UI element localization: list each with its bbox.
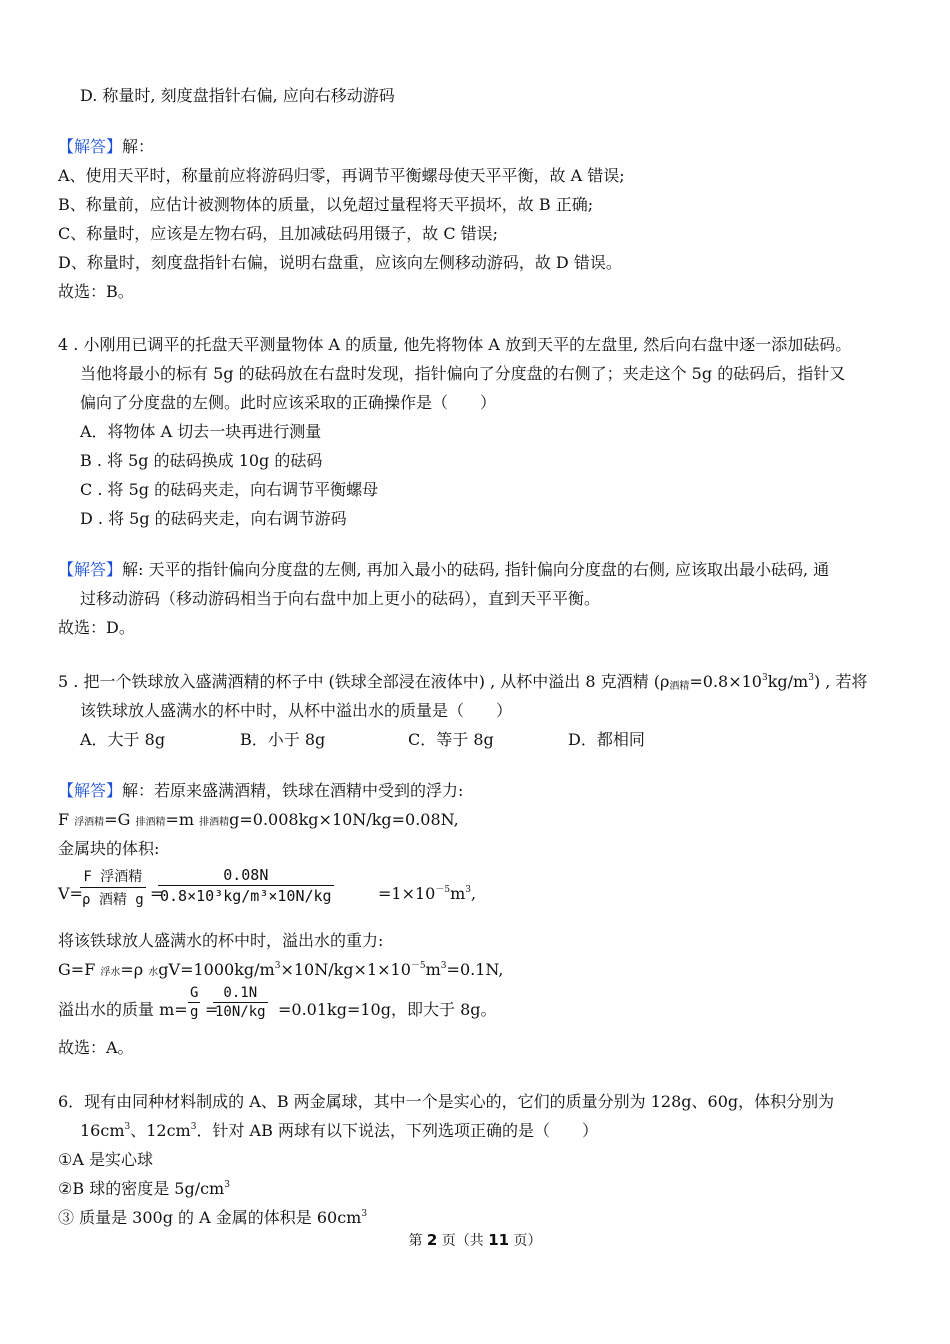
q3-answer-d: D、称量时，刻度盘指针右偏，说明右盘重，应该向左侧移动游码，故 D 错误。 bbox=[58, 253, 622, 272]
q5-mass-pre: 溢出水的质量 m= bbox=[58, 1000, 188, 1019]
m-sub: 排酒精 bbox=[199, 817, 230, 828]
g-symbol: =G bbox=[104, 810, 136, 829]
q5-mass-post: =0.01kg=10g，即大于 8g。 bbox=[278, 1000, 497, 1019]
q4-option-a: A．将物体 A 切去一块再进行测量 bbox=[80, 422, 322, 441]
g-sub2: 水 bbox=[148, 967, 159, 978]
m-symbol: =m bbox=[165, 810, 200, 829]
fraction-bar bbox=[158, 885, 334, 886]
footer-mid: 页（共 bbox=[437, 1233, 489, 1249]
q4-question-line1: 4 . 小刚用已调平的托盘天平测量物体 A 的质量, 他先将物体 A 放到天平的左盘里, 然后向右盘中逐一添加砝码。 bbox=[58, 335, 852, 354]
fraction-denominator: 0.8×10³kg/m³×10N/kg bbox=[160, 887, 332, 905]
footer-post: 页） bbox=[509, 1233, 542, 1249]
f-symbol: F bbox=[58, 810, 75, 829]
footer-total-pages: 11 bbox=[488, 1231, 510, 1249]
q6-question-rest: ．针对 AB 两球有以下说法，下列选项正确的是（ ） bbox=[196, 1121, 598, 1140]
q5-v-eq2: = bbox=[150, 884, 164, 903]
q5-exp2: 3 bbox=[808, 673, 814, 683]
q5-option-d: D．都相同 bbox=[568, 730, 645, 749]
g-mid: gV=1000kg/m bbox=[158, 960, 275, 979]
fraction-numerator: F 浮酒精 bbox=[83, 869, 143, 885]
footer-page-number: 2 bbox=[426, 1231, 438, 1249]
g-sub: 排酒精 bbox=[135, 817, 166, 828]
q5-mass-fraction1 bbox=[188, 985, 200, 1020]
answer-tag: 【解答】 bbox=[58, 781, 123, 800]
q5-water-label: 将该铁球放人盛满水的杯中时，溢出水的重力: bbox=[58, 931, 384, 950]
q6-statement-1: ①A 是实心球 bbox=[58, 1150, 153, 1169]
q5-question-line2: 该铁球放人盛满水的杯中时，从杯中溢出水的质量是（ ） bbox=[80, 701, 513, 720]
q5-option-b: B．小于 8g bbox=[240, 730, 326, 749]
v-result-unit-exp: 3 bbox=[465, 885, 471, 895]
q6-question-line1: 6．现有由同种材料制成的 A、B 两金属球，其中一个是实心的，它们的质量分别为 128g、60g，体积分别为 bbox=[58, 1092, 835, 1111]
f-result: g=0.008kg×10N/kg=0.08N, bbox=[229, 810, 459, 829]
answer-text: 解：若原来盛满酒精，铁球在酒精中受到的浮力: bbox=[122, 781, 464, 800]
q6-question-line2 bbox=[80, 1121, 598, 1144]
q3-answer-header bbox=[58, 137, 154, 157]
fraction-denominator: 10N/kg bbox=[215, 1004, 266, 1020]
q5-v-fraction2 bbox=[158, 866, 334, 905]
fraction-numerator: 0.1N bbox=[223, 985, 258, 1001]
g-unit: m bbox=[425, 960, 441, 979]
q4-choice: 故选：D。 bbox=[58, 618, 135, 637]
q6-exp-b: 3 bbox=[190, 1122, 197, 1132]
q5-text-post: ) , 若将 bbox=[813, 672, 868, 691]
q5-exp: 3 bbox=[761, 673, 768, 683]
g-exp2: －5 bbox=[410, 961, 426, 971]
q4-question-line3: 偏向了分度盘的左侧。此时应该采取的正确操作是（ ） bbox=[80, 393, 497, 412]
fraction-bar bbox=[188, 1002, 200, 1003]
fraction-denominator: ρ 酒精 g bbox=[82, 892, 144, 908]
q5-rho-sub: 酒精 bbox=[669, 681, 690, 692]
q6-exp-a: 3 bbox=[124, 1122, 131, 1132]
g-exp3: 3 bbox=[440, 961, 447, 971]
q5-option-c: C．等于 8g bbox=[408, 730, 494, 749]
q6-statement-3 bbox=[58, 1208, 367, 1231]
q5-option-a: A．大于 8g bbox=[80, 730, 166, 749]
q3-answer-b: B、称量前，应估计被测物体的质量，以免超过量程将天平损坏，故 B 正确; bbox=[58, 195, 594, 214]
q6-s3-exp: 3 bbox=[361, 1209, 368, 1219]
q5-mass-eq: = bbox=[205, 1000, 219, 1019]
g-mid2: ×10N/kg×1×10 bbox=[280, 960, 411, 979]
fraction-bar bbox=[80, 887, 146, 888]
g-rho: =ρ bbox=[120, 960, 149, 979]
q3-choice: 故选：B。 bbox=[58, 282, 134, 301]
q4-question-line2: 当他将最小的标有 5g 的砝码放在右盘时发现，指针偏向了分度盘的右侧了；夹走这个 5g 的砝码后，指针又 bbox=[80, 364, 846, 383]
q3-answer-a: A、使用天平时，称量前应将游码归零，再调节平衡螺母使天平平衡，故 A 错误; bbox=[58, 166, 625, 185]
q3-answer-c: C、称量时，应该是左物右码，且加减砝码用镊子，故 C 错误; bbox=[58, 224, 499, 243]
answer-lead: 解： bbox=[122, 137, 155, 156]
q6-statement-2 bbox=[58, 1179, 230, 1202]
footer-pre: 第 bbox=[408, 1233, 427, 1249]
q5-unit: kg/m bbox=[767, 672, 809, 691]
q5-v-fraction1 bbox=[80, 866, 146, 909]
q5-v-eq: V= bbox=[58, 884, 83, 903]
page-footer bbox=[0, 1230, 950, 1250]
v-result-unit: m bbox=[450, 884, 466, 903]
answer-tag: 【解答】 bbox=[58, 137, 123, 156]
f-sub: 浮酒精 bbox=[74, 817, 105, 828]
fraction-denominator: g bbox=[190, 1004, 199, 1020]
q5-answer-header bbox=[58, 781, 463, 801]
q5-question-line1 bbox=[58, 672, 867, 695]
v-result-post: , bbox=[471, 884, 477, 903]
q5-choice: 故选：A。 bbox=[58, 1038, 134, 1057]
v-result-value: =1×10 bbox=[378, 884, 436, 903]
q5-buoyancy-formula bbox=[58, 810, 459, 833]
q4-answer-line1 bbox=[58, 560, 829, 580]
g-pre: G=F bbox=[58, 960, 101, 979]
answer-text: 解: 天平的指针偏向分度盘的左侧, 再加入最小的砝码, 指针偏向分度盘的右侧, 应该取出最小砝码, 通 bbox=[122, 560, 830, 579]
q5-text-pre: 5 . 把一个铁球放入盛满酒精的杯子中 (铁球全部浸在液体中) , 从杯中溢出 8 克酒精 (ρ bbox=[58, 672, 670, 691]
fraction-bar bbox=[213, 1002, 268, 1003]
q5-gravity-formula bbox=[58, 960, 503, 983]
q4-option-b: B . 将 5g 的砝码换成 10g 的砝码 bbox=[80, 451, 323, 470]
fraction-numerator: 0.08N bbox=[223, 866, 269, 884]
fraction-numerator: G bbox=[190, 985, 199, 1001]
g-exp1: 3 bbox=[274, 961, 281, 971]
q4-answer-line2: 过移动游码（移动游码相当于向右盘中加上更小的砝码），直到天平平衡。 bbox=[80, 589, 601, 608]
q6-s3-text: ③ 质量是 300g 的 A 金属的体积是 60cm bbox=[58, 1208, 362, 1227]
q4-option-d: D . 将 5g 的砝码夹走，向右调节游码 bbox=[80, 509, 347, 528]
q5-v-result bbox=[378, 884, 476, 907]
q6-s2-text: ②B 球的密度是 5g/cm bbox=[58, 1179, 225, 1198]
g-post: =0.1N, bbox=[446, 960, 504, 979]
q6-s2-exp: 3 bbox=[224, 1180, 230, 1190]
q3-option-d: D. 称量时, 刻度盘指针右偏, 应向右移动游码 bbox=[80, 86, 395, 105]
answer-tag: 【解答】 bbox=[58, 560, 123, 579]
q5-mass-fraction2 bbox=[213, 985, 268, 1020]
q5-volume-label: 金属块的体积: bbox=[58, 839, 160, 858]
q6-vol-a: 16cm bbox=[80, 1121, 125, 1140]
q4-option-c: C . 将 5g 的砝码夹走，向右调节平衡螺母 bbox=[80, 480, 379, 499]
g-sub1: 浮水 bbox=[100, 967, 121, 978]
v-result-exp: －5 bbox=[435, 885, 451, 895]
q5-text-mid: =0.8×10 bbox=[689, 672, 762, 691]
q6-vol-b: 、12cm bbox=[130, 1121, 191, 1140]
